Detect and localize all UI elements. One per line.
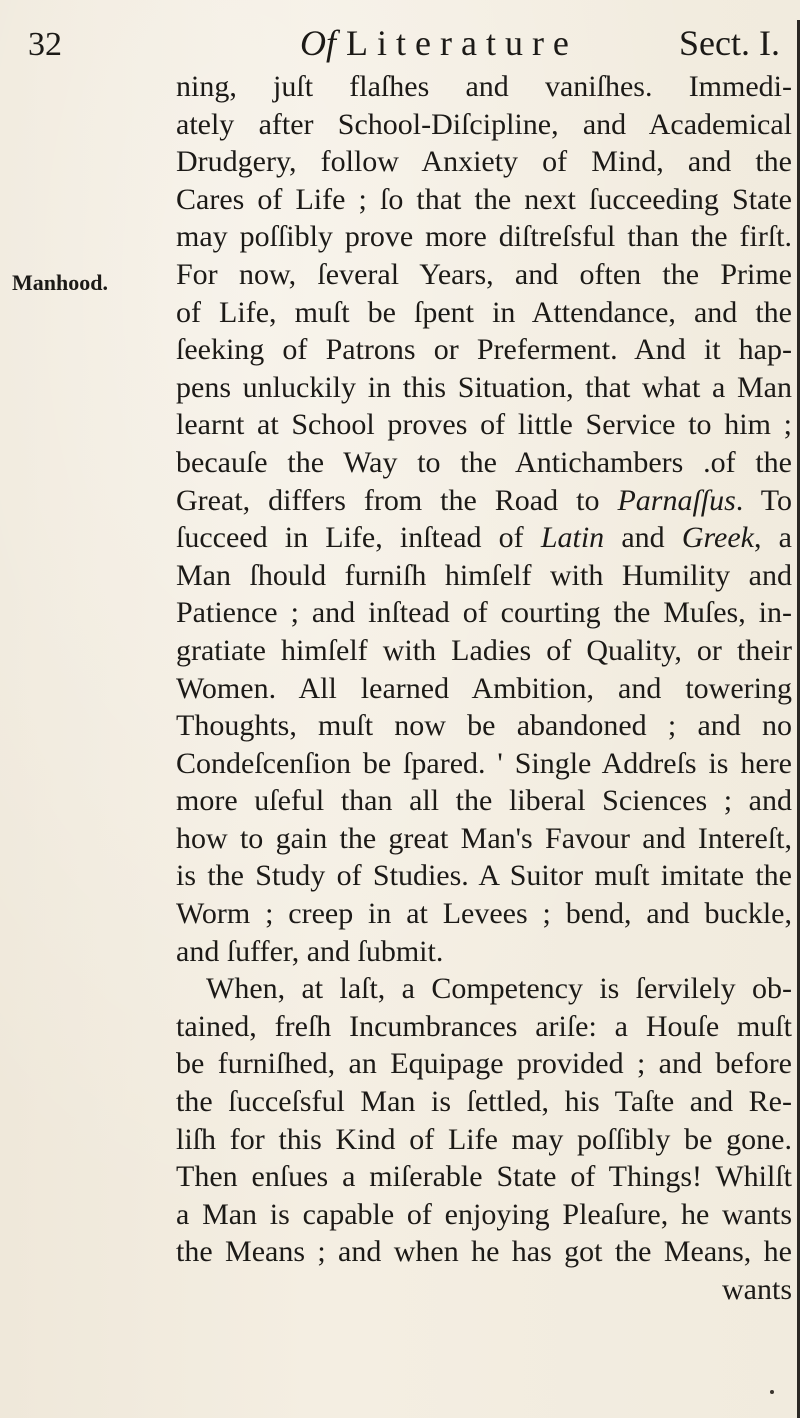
- text-line: Cares of Life ; ſo that the next ſucceeding State: [176, 182, 792, 216]
- text-line: Women. All learned Ambition, and towering: [176, 671, 792, 705]
- text-line: Condeſcenſion be ſpared. ' Single Addreſs is here: [176, 746, 792, 780]
- text-line: ately after School-Diſcipline, and Academical: [176, 107, 792, 141]
- text-line: Worm ; creep in at Levees ; bend, and buckle,: [176, 897, 792, 931]
- text-line: of Life, muſt be ſpent in Attendance, and the: [176, 295, 792, 329]
- text-line: [176, 482, 792, 520]
- text-line: ning, juſt flaſhes and vaniſhes. Immedi-: [176, 70, 792, 103]
- text-line: tained, freſh Incumbrances ariſe: a Houſe muſt: [176, 1009, 792, 1043]
- text-line: becauſe the Way to the Antichambers .of the: [176, 445, 792, 479]
- running-header: [28, 22, 780, 72]
- text-line-end: , a: [754, 521, 792, 555]
- text-line: learnt at School proves of little Service to him ;: [176, 408, 792, 442]
- text-line-end: . To: [735, 483, 792, 517]
- text-line: gratiate himſelf with Ladies of Quality, or their: [176, 633, 792, 667]
- page-number: 32: [28, 26, 62, 63]
- text-line: the Means ; and when he has got the Means, he: [176, 1235, 792, 1269]
- text-line: Man ſhould furniſh himſelf with Humility and: [176, 558, 792, 592]
- italic-greek: Greek: [681, 521, 755, 555]
- text-line: When, at laſt, a Competency is ſervilely ob-: [206, 972, 792, 1006]
- text-line: and ſuffer, and ſubmit.: [176, 934, 444, 968]
- text-line-start: ſucceed in Life, inſtead of: [176, 521, 541, 555]
- text-line: be furniſhed, an Equipage provided ; and before: [176, 1047, 792, 1081]
- text-line: Patience ; and inſtead of courting the Muſes, in-: [176, 596, 792, 630]
- running-title-of: Of: [300, 23, 336, 63]
- text-line: the ſucceſsful Man is ſettled, his Taſte and Re-: [176, 1085, 792, 1119]
- text-line: is the Study of Studies. A Suitor muſt imitate the: [176, 859, 792, 893]
- text-line-and: and: [604, 521, 682, 555]
- text-line: pens unluckily in this Situation, that what a Man: [176, 370, 792, 404]
- text-line: may poſſibly prove more diſtreſsful than the firſt.: [176, 220, 792, 254]
- text-line: Then enſues a miſerable State of Things! Whilſt: [176, 1160, 792, 1194]
- ink-speck: [770, 1390, 774, 1394]
- body-text: [176, 68, 792, 1309]
- text-line: For now, ſeveral Years, and often the Prime: [176, 257, 792, 291]
- running-title: [300, 22, 578, 64]
- text-line: liſh for this Kind of Life may poſſibly be gone.: [176, 1122, 792, 1156]
- text-line-start: Great, differs from the Road to: [176, 483, 618, 517]
- italic-parnassus: Parnaſſus: [617, 483, 736, 517]
- running-title-main: Literature: [346, 23, 578, 63]
- text-line: [176, 519, 792, 557]
- text-line: how to gain the great Man's Favour and Intereſt,: [176, 821, 792, 855]
- catchword: wants: [722, 1273, 792, 1306]
- text-line: a Man is capable of enjoying Pleaſure, he wants: [176, 1197, 792, 1231]
- margin-note: Manhood.: [12, 270, 108, 295]
- text-line: Thoughts, muſt now be abandoned ; and no: [176, 709, 792, 743]
- italic-latin: Latin: [540, 521, 605, 555]
- text-line: ſeeking of Patrons or Preferment. And it hap-: [176, 333, 792, 367]
- section-reference: Sect. I.: [679, 23, 780, 63]
- text-line: more uſeful than all the liberal Sciences ; and: [176, 784, 792, 818]
- text-line: Drudgery, follow Anxiety of Mind, and the: [176, 145, 792, 179]
